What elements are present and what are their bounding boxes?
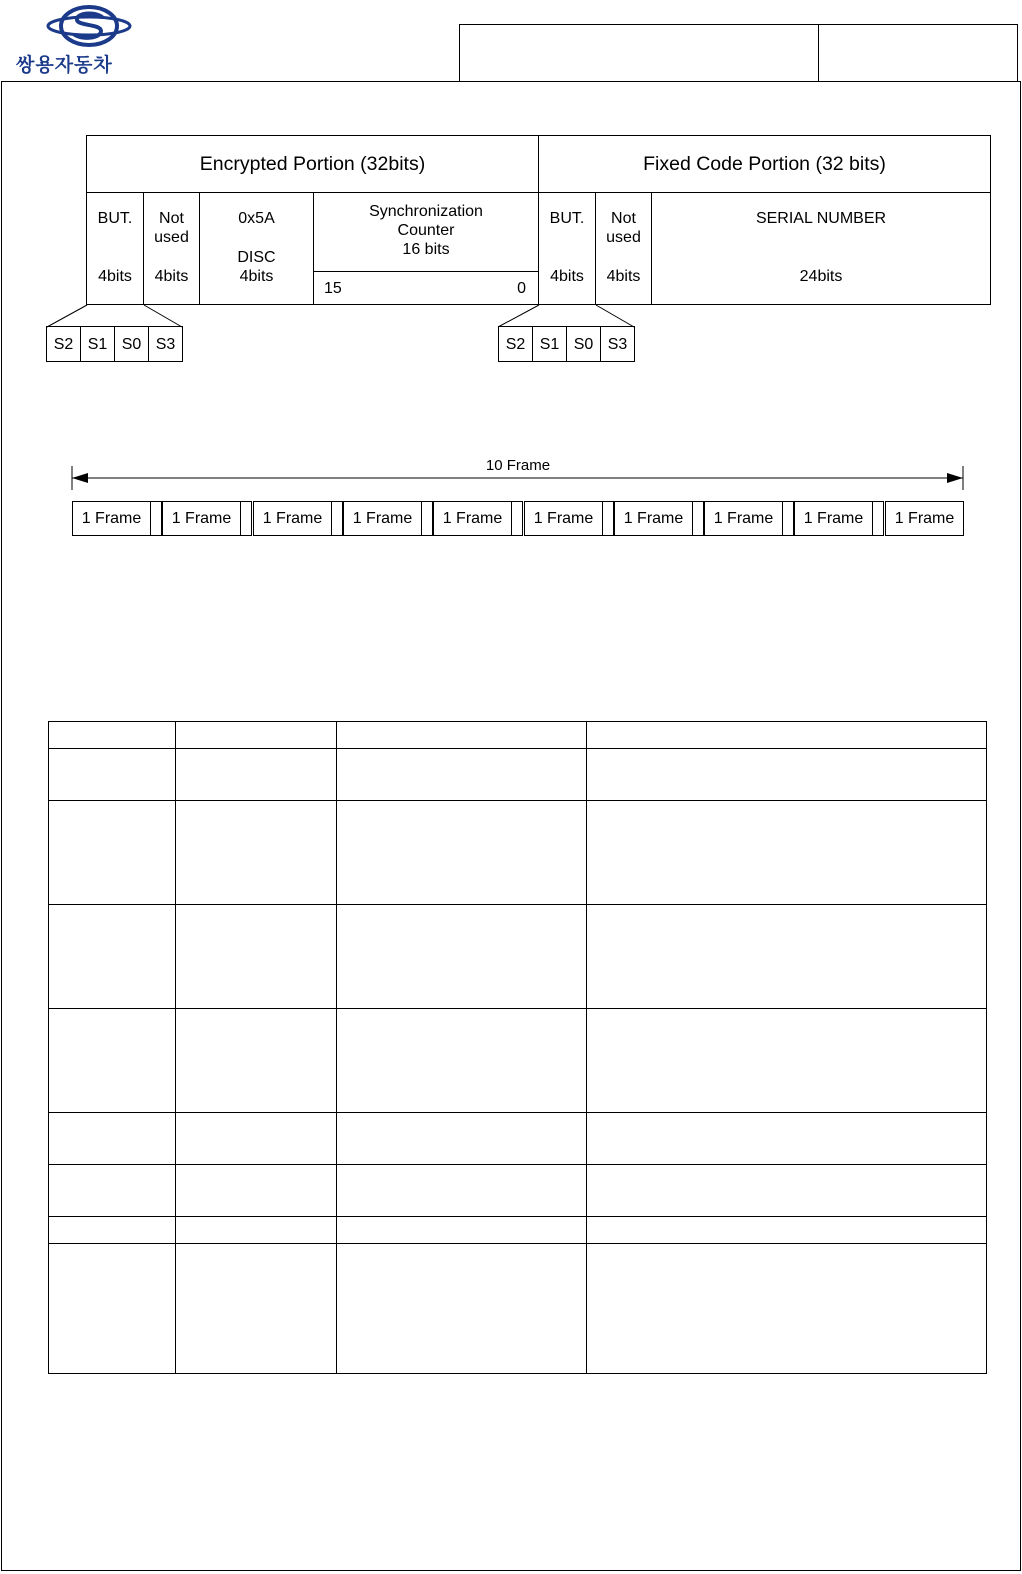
table-row — [49, 1113, 987, 1165]
field-label: Not used — [606, 210, 641, 246]
frame-box: 1 Frame — [253, 501, 332, 536]
field-label: Not used — [154, 210, 189, 246]
frame-gap — [872, 501, 884, 536]
table-cell — [587, 1217, 987, 1244]
button-bit-cell: S0 — [114, 326, 149, 362]
disc-value: 0x5A — [238, 210, 275, 227]
button-bit-cell: S2 — [46, 326, 81, 362]
sync-lsb-index: 0 — [517, 280, 526, 297]
frame-span-label: 10 Frame — [485, 457, 551, 474]
table-cell — [175, 801, 336, 905]
table-cell — [587, 1244, 987, 1374]
table-cell — [336, 1217, 587, 1244]
button-bits-expansion-lines — [0, 0, 1022, 340]
table-cell — [336, 801, 587, 905]
frame-box: 1 Frame — [162, 501, 241, 536]
field-label: DISC — [237, 249, 276, 266]
table-cell — [175, 1165, 336, 1217]
table-cell — [175, 905, 336, 1009]
table-cell — [175, 749, 336, 801]
field-label: Synchronization Counter — [369, 203, 483, 239]
frame-gap — [511, 501, 523, 536]
table-cell — [336, 1009, 587, 1113]
frame-box: 1 Frame — [72, 501, 151, 536]
table-cell — [587, 1113, 987, 1165]
field-label: BUT. — [97, 210, 133, 227]
table-row — [49, 749, 987, 801]
table-cell — [175, 1113, 336, 1165]
encrypted-portion-title: Encrypted Portion (32bits) — [86, 135, 539, 193]
field-bits: 4bits — [550, 268, 584, 285]
table-cell — [587, 801, 987, 905]
button-bit-cell: S1 — [532, 326, 567, 362]
frame-box: 1 Frame — [343, 501, 422, 536]
table-cell — [587, 1009, 987, 1113]
table-cell — [49, 1244, 176, 1374]
table-cell — [175, 1009, 336, 1113]
table-cell — [49, 1165, 176, 1217]
table-cell — [336, 1165, 587, 1217]
table-cell — [175, 1244, 336, 1374]
button-bit-cell: S2 — [498, 326, 533, 362]
table-cell — [49, 749, 176, 801]
field-label: BUT. — [549, 210, 585, 227]
frame-box: 1 Frame — [794, 501, 873, 536]
frame-box: 1 Frame — [614, 501, 693, 536]
button-bit-cell: S1 — [80, 326, 115, 362]
button-bit-cell: S3 — [148, 326, 183, 362]
table-row — [49, 1217, 987, 1244]
frame-box: 1 Frame — [704, 501, 783, 536]
table-row — [49, 905, 987, 1009]
field-bits: 4bits — [154, 268, 189, 285]
field-bits: 24bits — [799, 268, 843, 285]
table-row — [49, 801, 987, 905]
table-cell — [49, 1113, 176, 1165]
frame-gap — [692, 501, 704, 536]
table-cell — [49, 722, 176, 749]
field-bits: 4bits — [98, 268, 132, 285]
table-cell — [587, 905, 987, 1009]
table-row — [49, 1244, 987, 1374]
table-cell — [587, 722, 987, 749]
table-cell — [336, 749, 587, 801]
frame-gap — [782, 501, 794, 536]
field-label: SERIAL NUMBER — [755, 210, 887, 227]
table-cell — [336, 722, 587, 749]
frame-gap — [240, 501, 252, 536]
table-row — [49, 1165, 987, 1217]
table-cell — [49, 1009, 176, 1113]
field-bits: 4bits — [239, 268, 274, 285]
button-bit-cell: S3 — [600, 326, 635, 362]
data-table — [48, 721, 987, 1374]
table-cell — [49, 905, 176, 1009]
table-cell — [49, 1217, 176, 1244]
frame-span-arrow — [60, 462, 975, 492]
table-cell — [175, 1217, 336, 1244]
table-cell — [336, 1244, 587, 1374]
frame-box: 1 Frame — [433, 501, 512, 536]
frame-gap — [331, 501, 343, 536]
table-row — [49, 722, 987, 749]
table-cell — [175, 722, 336, 749]
frame-box: 1 Frame — [524, 501, 603, 536]
table-row — [49, 1009, 987, 1113]
button-bit-cell: S0 — [566, 326, 601, 362]
table-cell — [587, 1165, 987, 1217]
frame-box: 1 Frame — [885, 501, 964, 536]
table-cell — [49, 801, 176, 905]
company-name: 쌍용자동차 — [16, 54, 113, 76]
fixed-code-portion-title: Fixed Code Portion (32 bits) — [538, 135, 991, 193]
frame-gap — [150, 501, 162, 536]
table-cell — [587, 749, 987, 801]
field-bits: 4bits — [606, 268, 641, 285]
table-cell — [336, 905, 587, 1009]
frame-gap — [602, 501, 614, 536]
table-cell — [336, 1113, 587, 1165]
sync-msb-index: 15 — [324, 280, 342, 297]
field-bits: 16 bits — [402, 241, 450, 258]
frame-gap — [421, 501, 433, 536]
